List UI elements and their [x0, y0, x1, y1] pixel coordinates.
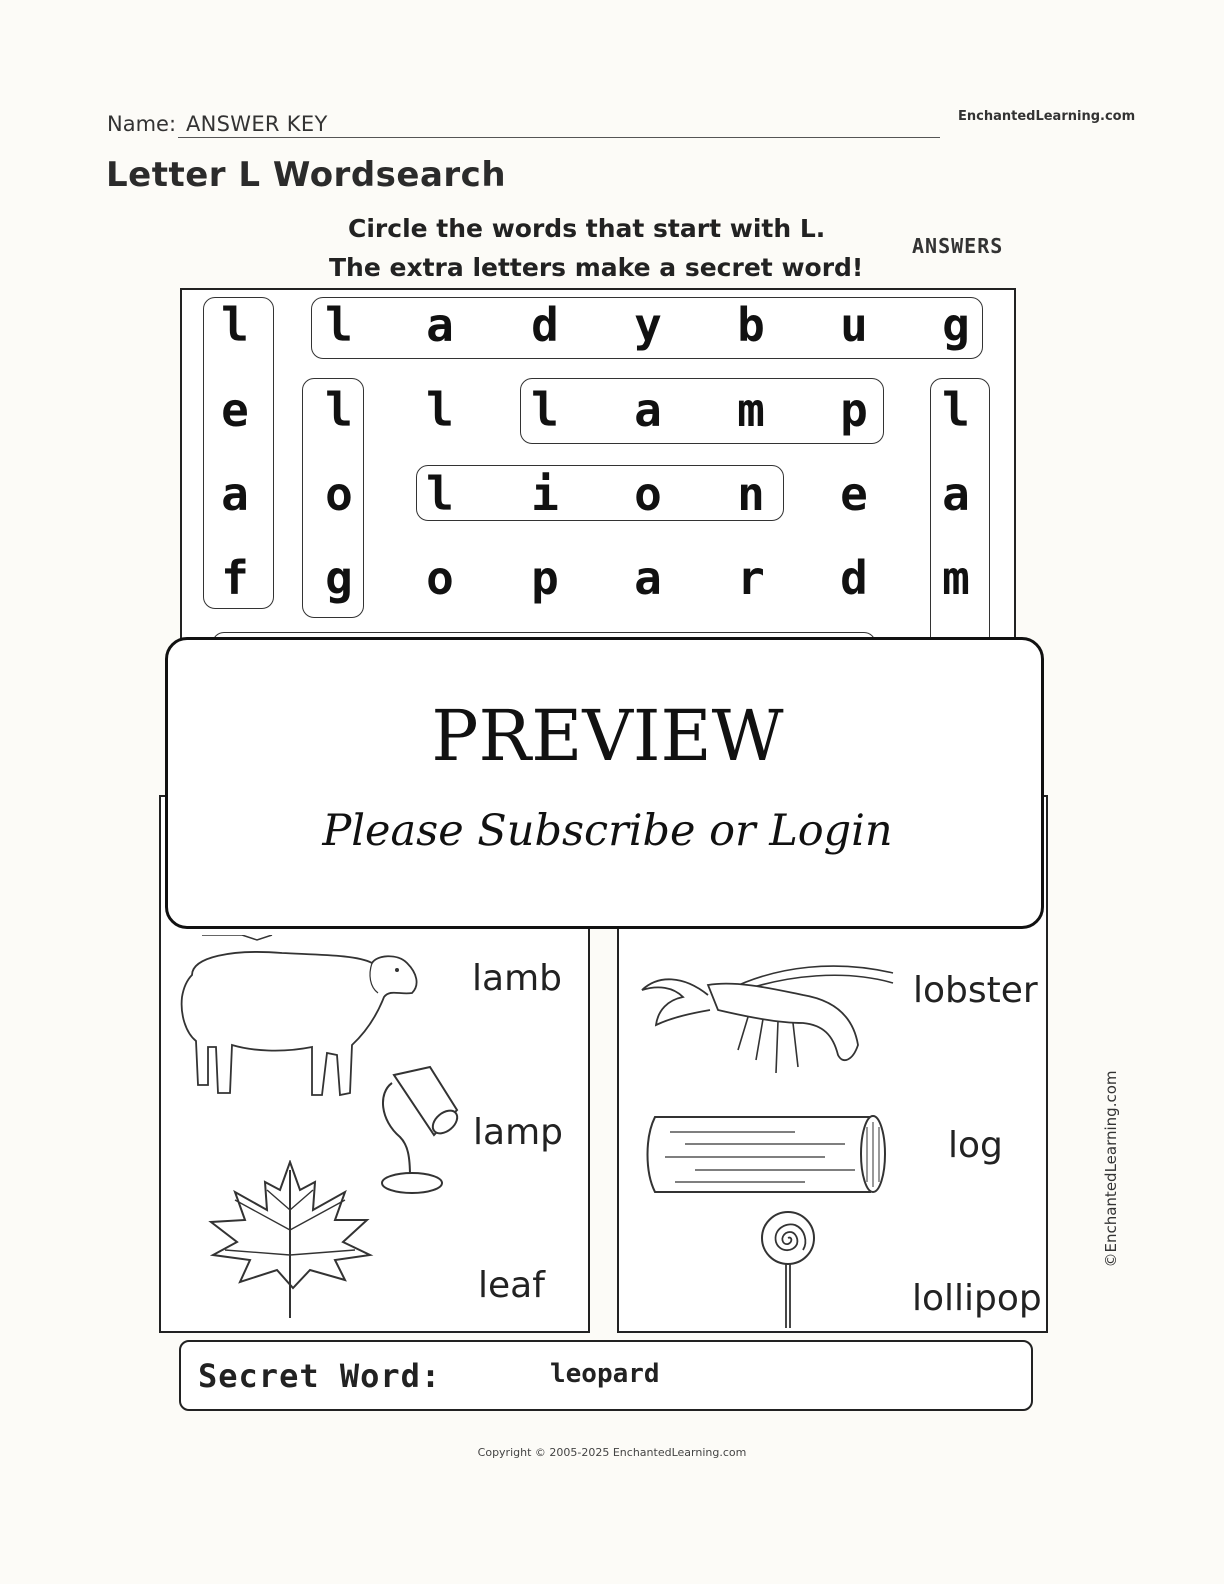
- grid-letter: g: [325, 551, 353, 605]
- grid-letter: u: [840, 298, 868, 352]
- grid-letter: a: [221, 467, 249, 521]
- grid-letter: e: [221, 383, 249, 437]
- word-lamp: lamp: [473, 1112, 563, 1153]
- grid-letter: a: [942, 467, 970, 521]
- grid-letter: m: [737, 383, 765, 437]
- grid-letter: l: [426, 383, 454, 437]
- grid-letter: l: [325, 298, 353, 352]
- grid-letter: a: [634, 383, 662, 437]
- grid-letter: p: [840, 383, 868, 437]
- secret-word-value: leopard: [550, 1359, 660, 1389]
- grid-row-2: [182, 370, 1018, 450]
- grid-letter: o: [634, 467, 662, 521]
- grid-letter: i: [531, 467, 559, 521]
- grid-letter: y: [634, 298, 662, 352]
- page-title: Letter L Wordsearch: [106, 155, 507, 195]
- word-leaf: leaf: [478, 1265, 545, 1306]
- grid-letter: d: [531, 298, 559, 352]
- grid-letter: l: [325, 383, 353, 437]
- lamp-icon: [372, 1065, 467, 1200]
- footer-copyright: Copyright © 2005-2025 EnchantedLearning.com: [477, 1446, 747, 1459]
- site-logo-text: EnchantedLearning.com: [958, 109, 1136, 124]
- grid-letter: o: [426, 551, 454, 605]
- secret-word-label: Secret Word:: [198, 1357, 442, 1395]
- wordsearch-grid: [180, 288, 1016, 648]
- grid-letter: e: [840, 467, 868, 521]
- grid-letter: m: [942, 551, 970, 605]
- grid-row-3: [182, 454, 1018, 534]
- word-lollipop: lollipop: [912, 1278, 1042, 1319]
- grid-letter: l: [426, 467, 454, 521]
- subscribe-login-link[interactable]: Please Subscribe or Login: [322, 806, 893, 856]
- name-label: Name:: [107, 112, 177, 136]
- leaf-icon: [205, 1160, 375, 1320]
- grid-letter: o: [325, 467, 353, 521]
- log-icon: [645, 1112, 890, 1197]
- instruction-line-2: The extra letters make a secret word!: [329, 253, 864, 282]
- grid-letter: g: [942, 298, 970, 352]
- grid-letter: l: [531, 383, 559, 437]
- word-lamb: lamb: [472, 958, 562, 999]
- word-log: log: [948, 1125, 1003, 1166]
- answers-label: ANSWERS: [912, 234, 1004, 258]
- preview-title: PREVIEW: [431, 695, 784, 777]
- grid-row-1: [182, 285, 1018, 365]
- word-lobster: lobster: [913, 970, 1038, 1011]
- instruction-line-1: Circle the words that start with L.: [348, 214, 826, 243]
- grid-letter: d: [840, 551, 868, 605]
- name-value: ANSWER KEY: [186, 112, 328, 136]
- name-line: [178, 137, 940, 138]
- preview-overlay[interactable]: [165, 637, 1044, 929]
- grid-row-4: [182, 538, 1018, 618]
- grid-letter: p: [531, 551, 559, 605]
- lollipop-icon: [757, 1208, 819, 1333]
- vertical-copyright: ©EnchantedLearning.com: [1102, 1070, 1120, 1268]
- lobster-icon: [638, 955, 898, 1080]
- grid-letter: l: [221, 298, 249, 352]
- grid-letter: b: [737, 298, 765, 352]
- grid-letter: f: [221, 551, 249, 605]
- grid-letter: n: [737, 467, 765, 521]
- grid-letter: a: [634, 551, 662, 605]
- grid-letter: a: [426, 298, 454, 352]
- grid-letter: l: [942, 383, 970, 437]
- grid-letter: r: [737, 551, 765, 605]
